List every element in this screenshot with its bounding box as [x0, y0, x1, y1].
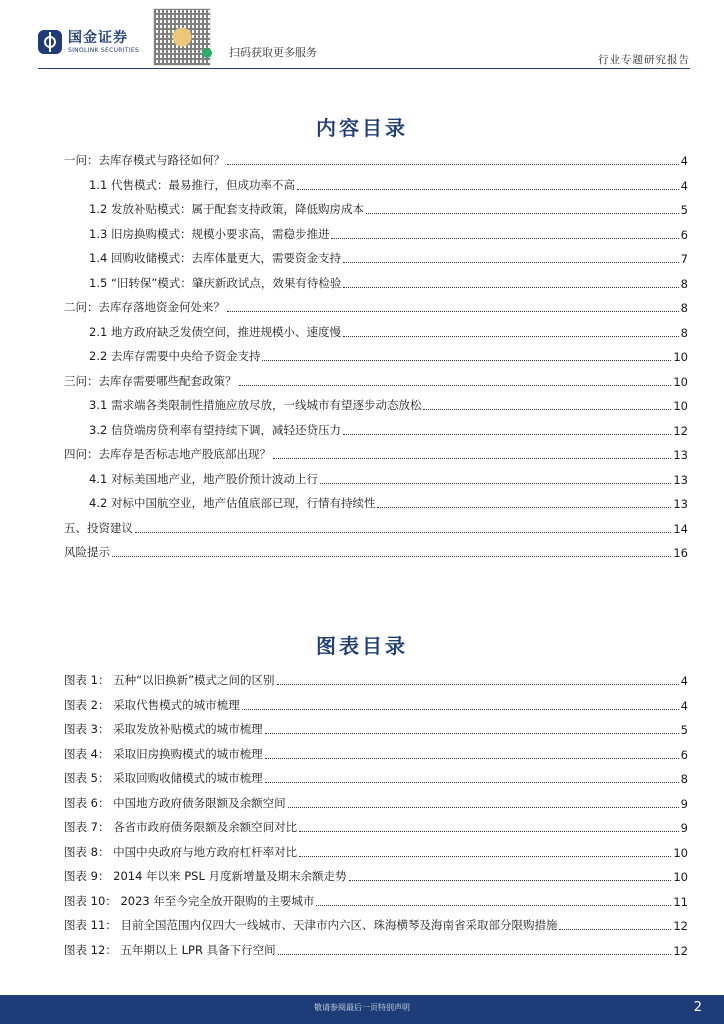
dot-leader: [343, 287, 678, 288]
entry-title: 图表 5： 采取回购收储模式的城市梳理: [64, 771, 263, 785]
entry-page: 13: [673, 448, 688, 462]
toc-entry[interactable]: [89, 250, 688, 266]
entry-title: 图表 12： 五年期以上 LPR 具备下行空间: [64, 942, 276, 957]
entry-page: 9: [680, 821, 688, 835]
entry-page: 6: [680, 747, 688, 762]
logo-cn-name: 国金证券: [68, 29, 128, 46]
toc-entry[interactable]: [64, 152, 688, 168]
toc-entry[interactable]: [89, 422, 688, 438]
entry-title: 图表 1： 五种“以旧换新”模式之间的区别: [64, 673, 275, 687]
dot-leader: [242, 709, 679, 710]
entry-title: 图表 11： 目前全国范围内仅四大一线城市、天津市内六区、珠海横琴及海南省采取部分限购措施: [64, 918, 558, 932]
dot-leader: [343, 434, 671, 435]
entry-page: 7: [680, 252, 688, 266]
report-type: 行业专题研究报告: [598, 54, 690, 66]
header-divider: [38, 68, 690, 69]
figure-entry[interactable]: [64, 721, 688, 737]
entry-title: 1.5 “旧转保”模式：肇庆新政试点，效果有待检验: [89, 275, 342, 290]
toc-entry[interactable]: [64, 299, 688, 315]
toc-entry[interactable]: [89, 201, 688, 217]
figures-title: 图表目录: [316, 634, 408, 658]
toc-entry[interactable]: [89, 226, 688, 242]
dot-leader: [273, 458, 671, 459]
entry-title: 图表 6： 中国地方政府债务限额及余额空间: [64, 795, 286, 810]
figure-entry[interactable]: [64, 893, 688, 909]
logo-en-name: SINOLINK SECURITIES: [68, 46, 140, 54]
entry-title: 风险提示: [64, 545, 110, 559]
entry-title: 2.2 去库存需要中央给予资金支持: [89, 349, 261, 363]
figure-entry[interactable]: [64, 844, 688, 860]
toc-entry[interactable]: [89, 348, 688, 364]
figure-entry[interactable]: [64, 942, 688, 958]
figure-entry[interactable]: [64, 746, 688, 762]
entry-page: 16: [673, 546, 688, 560]
entry-title: 图表 3： 采取发放补贴模式的城市梳理: [64, 722, 263, 736]
dot-leader: [331, 238, 678, 239]
toc-entry[interactable]: [64, 520, 688, 536]
dot-leader: [135, 532, 671, 533]
dot-leader: [320, 483, 671, 484]
entry-page: 5: [680, 203, 688, 217]
entry-page: 8: [680, 301, 688, 315]
entry-page: 4: [680, 698, 688, 713]
dot-leader: [239, 385, 672, 386]
dot-leader: [277, 684, 679, 685]
dot-leader: [423, 409, 671, 410]
entry-title: 1.3 旧房换购模式：规模小要求高，需稳步推进: [89, 226, 330, 241]
dot-leader: [227, 164, 679, 165]
entry-page: 11: [673, 894, 688, 909]
entry-page: 10: [673, 845, 688, 860]
entry-page: 8: [680, 276, 688, 291]
toc-entry[interactable]: [89, 177, 688, 193]
entry-page: 4: [680, 154, 688, 168]
entry-page: 4: [680, 674, 688, 688]
dot-leader: [262, 360, 671, 361]
dot-leader: [288, 807, 679, 808]
dot-leader: [316, 905, 671, 906]
entry-title: 图表 8： 中国中央政府与地方政府杠杆率对比: [64, 844, 298, 859]
dot-leader: [559, 929, 671, 930]
dot-leader: [297, 189, 679, 190]
entry-title: 一问：去库存模式与路径如何？: [64, 153, 225, 167]
dot-leader: [349, 880, 672, 881]
figure-entry[interactable]: [64, 795, 688, 811]
entry-title: 图表 7： 各省市政府债务限额及余额空间对比: [64, 820, 298, 834]
entry-page: 10: [673, 374, 688, 389]
dot-leader: [343, 336, 679, 337]
entry-title: 1.4 回购收储模式：去库体量更大，需要资金支持: [89, 251, 341, 265]
sinolink-logo-icon: [38, 30, 62, 54]
page-header: [0, 0, 724, 70]
toc-entry[interactable]: [89, 471, 688, 487]
contents-title: 内容目录: [316, 116, 408, 140]
entry-page: 13: [673, 497, 688, 511]
entry-title: 4.2 对标中国航空业，地产估值底部已现，行情有持续性: [89, 496, 376, 510]
dot-leader: [366, 213, 679, 214]
disclaimer-note: 敬请参阅最后一页特别声明: [314, 1003, 410, 1012]
figure-entry[interactable]: [64, 770, 688, 786]
dot-leader: [265, 758, 679, 759]
entry-title: 图表 4： 采取旧房换购模式的城市梳理: [64, 746, 263, 761]
entry-title: 图表 9： 2014 年以来 PSL 月度新增量及期末余额走势: [64, 869, 347, 883]
dot-leader: [377, 507, 671, 508]
page-footer: [0, 995, 724, 1024]
dot-leader: [278, 954, 672, 955]
entry-title: 3.1 需求端各类限制性措施应放尽放，一线城市有望逐步动态放松: [89, 398, 422, 412]
figure-entry[interactable]: [64, 917, 688, 933]
entry-title: 三问：去库存需要哪些配套政策？: [64, 373, 237, 388]
company-logo: [38, 30, 139, 54]
entry-page: 5: [680, 723, 688, 737]
entry-title: 四问：去库存是否标志地产股底部出现？: [64, 447, 271, 461]
dot-leader: [299, 856, 671, 857]
entry-title: 2.1 地方政府缺乏发债空间，推进规模小、速度慢: [89, 324, 341, 339]
entry-title: 二问：去库存落地资金何处来？: [64, 300, 225, 314]
dot-leader: [227, 311, 679, 312]
entry-page: 14: [673, 521, 688, 536]
dot-leader: [112, 556, 671, 557]
toc-entry[interactable]: [89, 495, 688, 511]
page-number: 2: [693, 1000, 702, 1015]
entry-page: 6: [680, 227, 688, 242]
entry-title: 4.1 对标美国地产业，地产股价预计波动上行: [89, 471, 318, 486]
entry-page: 13: [673, 472, 688, 487]
entry-page: 12: [673, 919, 688, 933]
qr-code-icon: [153, 8, 211, 66]
entry-title: 3.2 信贷端房贷利率有望持续下调，减轻还贷压力: [89, 422, 341, 437]
entry-page: 10: [673, 870, 688, 884]
wechat-badge-icon: [202, 48, 212, 58]
toc-entry[interactable]: [64, 544, 688, 560]
entry-title: 1.1 代售模式：最易推行，但成功率不高: [89, 177, 295, 192]
entry-page: 8: [680, 325, 688, 340]
entry-title: 图表 10： 2023 年至今完全放开限购的主要城市: [64, 893, 315, 908]
entry-page: 10: [673, 350, 688, 364]
figure-entry[interactable]: [64, 697, 688, 713]
entry-page: 8: [680, 772, 688, 786]
entry-title: 五、投资建议: [64, 520, 133, 535]
toc-entry[interactable]: [89, 275, 688, 291]
figure-entry[interactable]: [64, 672, 688, 688]
entry-title: 1.2 发放补贴模式：属于配套支持政策，降低购房成本: [89, 202, 364, 216]
toc-entry[interactable]: [89, 397, 688, 413]
entry-page: 12: [673, 943, 688, 958]
dot-leader: [299, 831, 679, 832]
entry-title: 图表 2： 采取代售模式的城市梳理: [64, 697, 240, 712]
dot-leader: [265, 782, 679, 783]
entry-page: 4: [680, 178, 688, 193]
figure-entry[interactable]: [64, 819, 688, 835]
scan-text: 扫码获取更多服务: [229, 46, 317, 59]
entry-page: 12: [673, 423, 688, 438]
dot-leader: [343, 262, 679, 263]
toc-entry[interactable]: [89, 324, 688, 340]
entry-page: 10: [673, 399, 688, 413]
figure-entry[interactable]: [64, 868, 688, 884]
entry-page: 9: [680, 796, 688, 811]
toc-entry[interactable]: [64, 446, 688, 462]
dot-leader: [265, 733, 679, 734]
toc-entry[interactable]: [64, 373, 688, 389]
